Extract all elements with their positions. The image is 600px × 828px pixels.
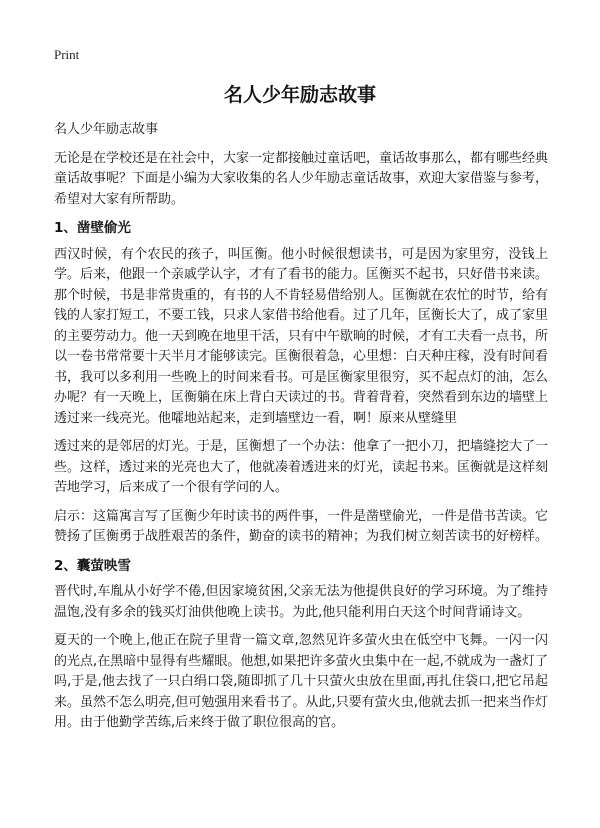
section1-paragraph-1: 西汉时候，有个农民的孩子，叫匡衡。他小时候很想读书，可是因为家里穷，没钱上学。后来，他跟一个亲戚学认字，才有了看书的能力。匡衡买不起书，只好借书来读。那个时候，书是非常贵重的，有书的人不肯轻易借给别人。匡衡就在农忙的时节，给有钱的人家打短工，不要工钱，只求人家借书给他看。过了几年，匡衡长大了，成了家里的主要劳动力。他一天到晚在地里干活，只有中午歇晌的时候，才有工夫看一点书，所以一卷书常常要十天半月才能够读完。匡衡很着急，心里想：白天种庄稼，没有时间看书，我可以多利用一些晚上的时间来看书。可是匡衡家里很穷，买不起点灯的油，怎么办呢？有一天晚上，匡衡躺在床上背白天读过的书。背着背着，突然看到东边的墙壁上透过来一线亮光。他嚯地站起来，走到墙壁边一看，啊！原来从壁缝里 bbox=[54, 246, 549, 426]
intro-paragraph: 无论是在学校还是在社会中，大家一定都接触过童话吧，童话故事那么，都有哪些经典童话故事呢？下面是小编为大家收集的名人少年励志童话故事，欢迎大家借鉴与参考，希望对大家有所帮助。 bbox=[54, 150, 549, 207]
section1-paragraph-3: 启示：这篇寓言写了匡衡少年时读书的两件事，一件是凿壁偷光，一件是借书苦读。它赞扬了匡衡勇于战胜艰苦的条件，勤奋的读书的精神；为我们树立刻苦读书的好榜样。 bbox=[54, 508, 549, 544]
document-subtitle: 名人少年励志故事 bbox=[54, 122, 159, 137]
section1-paragraph-2: 透过来的是邻居的灯光。于是，匡衡想了一个办法：他拿了一把小刀，把墙缝挖大了一些。这样，透过来的光亮也大了，他就凑着透进来的灯光，读起书来。匡衡就是这样刻苦地学习，后来成了一个很有学问的人。 bbox=[54, 439, 549, 495]
section-heading-2: 2、囊萤映雪 bbox=[54, 557, 131, 574]
document-body bbox=[54, 120, 548, 742]
section2-paragraph-2: 夏天的一个晚上,他正在院子里背一篇文章,忽然见许多萤火虫在低空中飞舞。一闪一闪的光点,在黑暗中显得有些耀眼。他想,如果把许多萤火虫集中在一起,不就成为一盏灯了吗,于是,他去找了一只白绢口袋,随即抓了几十只萤火虫放在里面,再扎住袋口,把它吊起来。虽然不怎么明亮,但可勉强用来看书了。从此,只要有萤火虫,他就去抓一把来当作灯用。由于他勤学苦练,后来终于做了职位很高的官。 bbox=[54, 633, 548, 730]
section-heading-1: 1、凿壁偷光 bbox=[54, 220, 131, 236]
page-title: 名人少年励志故事 bbox=[223, 84, 376, 106]
print-label: Print bbox=[54, 47, 80, 62]
section2-paragraph-1: 晋代时,车胤从小好学不倦,但因家境贫困,父亲无法为他提供良好的学习环境。为了维持温饱,没有多余的钱买灯油供他晚上读书。为此,他只能利用白天这个时间背诵诗文。 bbox=[54, 584, 548, 620]
